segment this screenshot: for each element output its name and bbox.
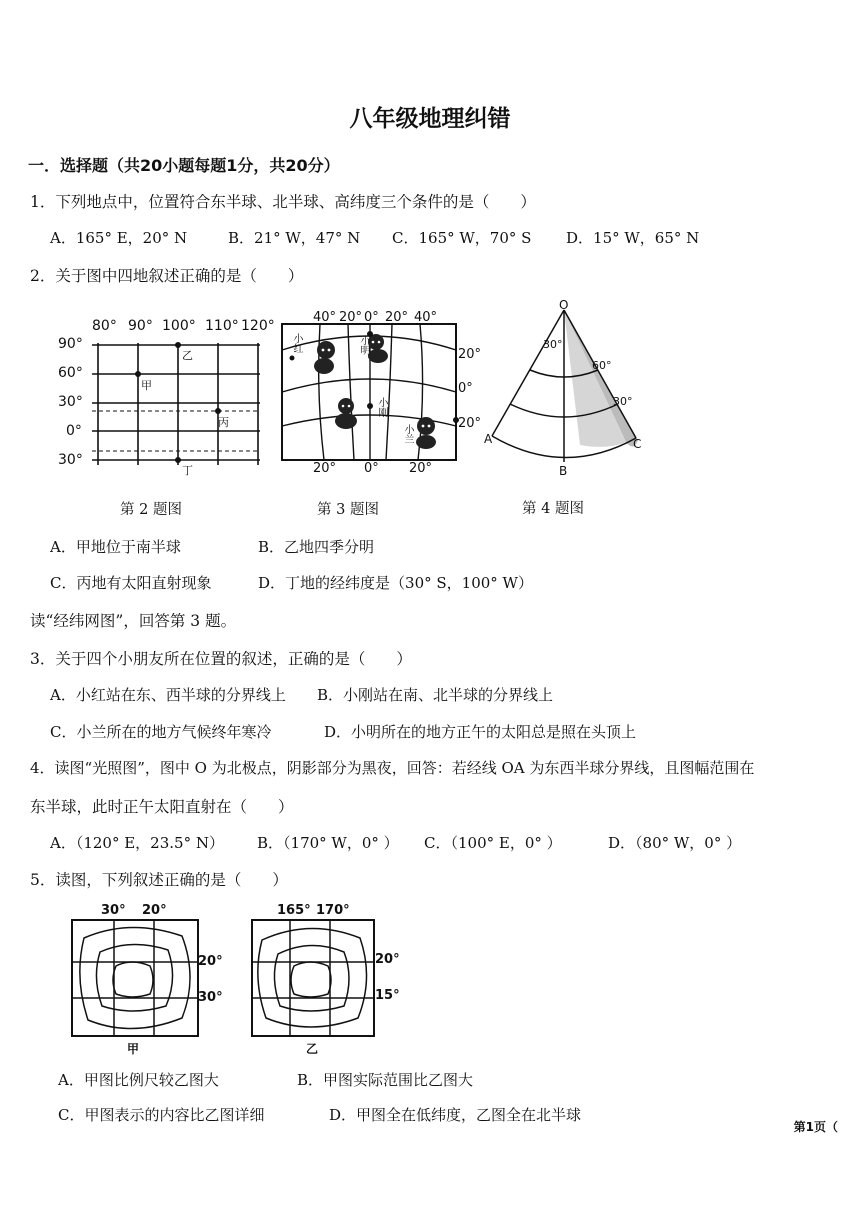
fig3-kid-xiaogang: 小刚 — [376, 397, 387, 417]
fig3-kid-xiaohong: 小红 — [291, 333, 302, 353]
q1-option-c: C．165° W，70° S — [392, 229, 532, 247]
fig2-lat-30s: 30° — [58, 452, 83, 468]
fig3-lat-20n: 20° — [458, 347, 482, 362]
q2-option-a: A．甲地位于南半球 — [50, 538, 181, 556]
fig2-point-yi: 乙 — [182, 349, 193, 362]
fig2-point-bing: 丙 — [218, 416, 229, 429]
q5-option-d: D．甲图全在低纬度，乙图全在北半球 — [329, 1106, 582, 1124]
fig4-point-a: A — [484, 432, 493, 446]
q2-stem: 2．关于图中四地叙述正确的是（ ） — [30, 267, 304, 285]
q1-option-a: A．165° E，20° N — [50, 229, 188, 247]
fig4-angle-30-right: 30° — [613, 395, 633, 408]
fig2-lon-80: 80° — [92, 318, 117, 334]
q4-option-b: B．（170° W，0° ） — [257, 834, 399, 852]
q2-option-d: D．丁地的经纬度是（30° S，100° W） — [258, 574, 533, 592]
fig3-lon-0: 0° — [364, 310, 379, 325]
fig2-lon-110: 110° — [205, 318, 239, 334]
fig3-lon-40w: 40° — [313, 310, 337, 325]
q2-option-c: C．丙地有太阳直射现象 — [50, 574, 212, 592]
q3-option-b: B．小刚站在南、北半球的分界线上 — [317, 686, 554, 704]
fig2-lat-30n: 30° — [58, 394, 83, 410]
q3-stem: 3．关于四个小朋友所在位置的叙述，正确的是（ ） — [30, 650, 412, 668]
fig2-point-ding: 丁 — [182, 464, 193, 477]
fig4-angle-30-left: 30° — [543, 338, 563, 351]
fig3-kid-xiaolan: 小兰 — [402, 424, 413, 444]
fig2-lat-0: 0° — [66, 423, 82, 439]
q1-option-d: D．15° W，65° N — [566, 229, 700, 247]
figure-5-map-jia — [70, 918, 200, 1038]
fig5-yi-lon-165: 165° — [277, 903, 311, 918]
fig3-lat-0: 0° — [458, 381, 473, 396]
figure-4-illumination-sector — [480, 300, 650, 475]
q2-option-b: B．乙地四季分明 — [258, 538, 375, 556]
q1-option-b: B．21° W，47° N — [228, 229, 361, 247]
q4-option-c: C．（100° E，0° ） — [424, 834, 562, 852]
q3-option-a: A．小红站在东、西半球的分界线上 — [50, 686, 286, 704]
fig4-caption: 第 4 题图 — [522, 501, 584, 517]
fig2-lat-60: 60° — [58, 365, 83, 381]
fig3-lat-20s: 20° — [458, 416, 482, 431]
fig5-label-jia: 甲 — [127, 1042, 140, 1056]
fig5-jia-lon-20: 20° — [142, 903, 167, 918]
figure-2-grid — [50, 315, 280, 480]
fig4-point-c: C — [633, 437, 642, 451]
fig4-point-b: B — [559, 464, 568, 478]
fig3-lon-20w: 20° — [339, 310, 363, 325]
figure-5-map-yi — [250, 918, 376, 1038]
fig3-caption: 第 3 题图 — [317, 502, 379, 518]
q4-stem-line2: 东半球，此时正午太阳直射在（ ） — [30, 798, 294, 816]
fig2-lon-90: 90° — [128, 318, 153, 334]
fig2-caption: 第 2 题图 — [120, 502, 182, 518]
q1-stem: 1．下列地点中，位置符合东半球、北半球、高纬度三个条件的是（ ） — [30, 193, 536, 211]
fig5-yi-lat-20: 20° — [375, 952, 400, 967]
read-instruction-q3: 读“经纬网图”，回答第 3 题。 — [30, 612, 237, 630]
fig2-point-jia: 甲 — [141, 379, 152, 392]
fig2-lat-90: 90° — [58, 336, 83, 352]
page-footer: 第1页（ — [793, 1120, 838, 1134]
fig5-yi-lon-170: 170° — [316, 903, 350, 918]
q4-stem-line1: 4．读图“光照图”，图中 O 为北极点，阴影部分为黑夜，回答：若经线 OA 为东西半球分界线，且图幅范围在 — [30, 759, 755, 777]
q5-stem: 5．读图，下列叙述正确的是（ ） — [30, 871, 288, 889]
fig3-kid-xiaoming: 小明 — [358, 335, 369, 355]
q5-option-c: C．甲图表示的内容比乙图详细 — [58, 1106, 265, 1124]
fig3-lon-20e: 20° — [385, 310, 409, 325]
fig4-angle-60: 60° — [592, 359, 612, 372]
section-heading: 一．选择题（共20小题每题1分，共20分） — [28, 156, 340, 175]
page-title: 八年级地理纠错 — [349, 106, 511, 132]
q3-option-d: D．小明所在的地方正午的太阳总是照在头顶上 — [324, 723, 637, 741]
q5-option-b: B．甲图实际范围比乙图大 — [297, 1071, 474, 1089]
fig2-lon-100: 100° — [162, 318, 196, 334]
q5-option-a: A．甲图比例尺较乙图大 — [58, 1071, 219, 1089]
fig2-lon-120: 120° — [241, 318, 275, 334]
fig3-lon-40e: 40° — [414, 310, 438, 325]
q3-option-c: C．小兰所在的地方气候终年寒冷 — [50, 723, 272, 741]
fig5-jia-lat-30: 30° — [198, 990, 223, 1005]
fig5-yi-lat-15: 15° — [375, 988, 400, 1003]
q4-option-a: A．（120° E，23.5° N） — [50, 834, 224, 852]
fig5-label-yi: 乙 — [306, 1042, 319, 1056]
fig4-pole-o: O — [559, 298, 569, 312]
fig3-bottom-lon-20e: 20° — [409, 461, 433, 476]
fig3-bottom-lon-0: 0° — [364, 461, 379, 476]
fig5-jia-lon-30: 30° — [101, 903, 126, 918]
q4-option-d: D．（80° W，0° ） — [608, 834, 742, 852]
fig5-jia-lat-20: 20° — [198, 954, 223, 969]
fig3-bottom-lon-20w: 20° — [313, 461, 337, 476]
